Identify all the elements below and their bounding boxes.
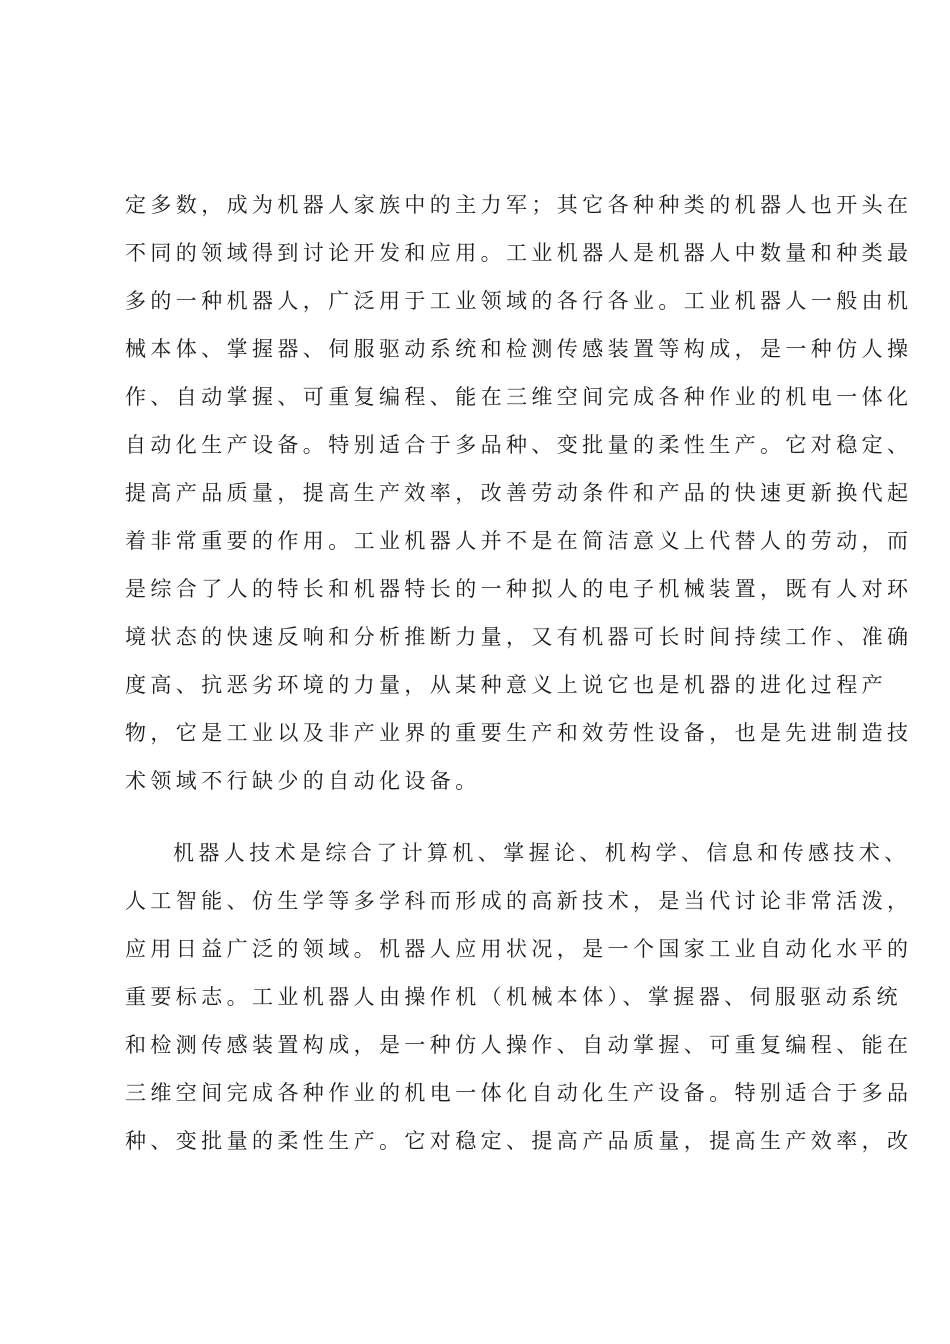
paragraph-2-line: 种、变批量的柔性生产。它对稳定、提高产品质量，提高生产效率，改 <box>125 1129 913 1153</box>
paragraph-1-line: 不同的领域得到讨论开发和应用。工业机器人是机器人中数量和种类最 <box>125 241 913 265</box>
paragraph-1-line: 是综合了人的特长和机器特长的一种拟人的电子机械装置，既有人对环 <box>125 577 913 601</box>
paragraph-1-line: 境状态的快速反响和分析推断力量，又有机器可长时间持续工作、准确 <box>125 625 913 649</box>
paragraph-1-line: 度高、抗恶劣环境的力量，从某种意义上说它也是机器的进化过程产 <box>125 673 887 697</box>
paragraph-2-line: 三维空间完成各种作业的机电一体化自动化生产设备。特别适合于多品 <box>125 1081 913 1105</box>
paragraph-1-line: 术领域不行缺少的自动化设备。 <box>125 769 481 793</box>
paragraph-1-line: 械本体、掌握器、伺服驱动系统和检测传感装置等构成，是一种仿人操 <box>125 337 913 361</box>
paragraph-1-line: 自动化生产设备。特别适合于多品种、变批量的柔性生产。它对稳定、 <box>125 433 913 457</box>
paragraph-2-line: 机器人技术是综合了计算机、掌握论、机构学、信息和传感技术、 <box>173 841 910 865</box>
paragraph-1-line: 作、自动掌握、可重复编程、能在三维空间完成各种作业的机电一体化 <box>125 385 913 409</box>
paragraph-1-line: 着非常重要的作用。工业机器人并不是在简洁意义上代替人的劳动，而 <box>125 529 913 553</box>
paragraph-1-line: 多的一种机器人，广泛用于工业领域的各行各业。工业机器人一般由机 <box>125 289 913 313</box>
paragraph-2-line: 应用日益广泛的领域。机器人应用状况，是一个国家工业自动化水平的 <box>125 937 913 961</box>
paragraph-2-line: 重要标志。工业机器人由操作机（机械本体）、掌握器、伺服驱动系统 <box>125 985 902 1009</box>
paragraph-1-line: 定多数，成为机器人家族中的主力军；其它各种种类的机器人也开头在 <box>125 193 913 217</box>
paragraph-1-line: 提高产品质量，提高生产效率，改善劳动条件和产品的快速更新换代起 <box>125 481 913 505</box>
paragraph-2-line: 和检测传感装置构成，是一种仿人操作、自动掌握、可重复编程、能在 <box>125 1033 913 1057</box>
paragraph-1-line: 物，它是工业以及非产业界的重要生产和效劳性设备，也是先进制造技 <box>125 721 913 745</box>
paragraph-2-line: 人工智能、仿生学等多学科而形成的高新技术，是当代讨论非常活泼， <box>125 889 913 913</box>
